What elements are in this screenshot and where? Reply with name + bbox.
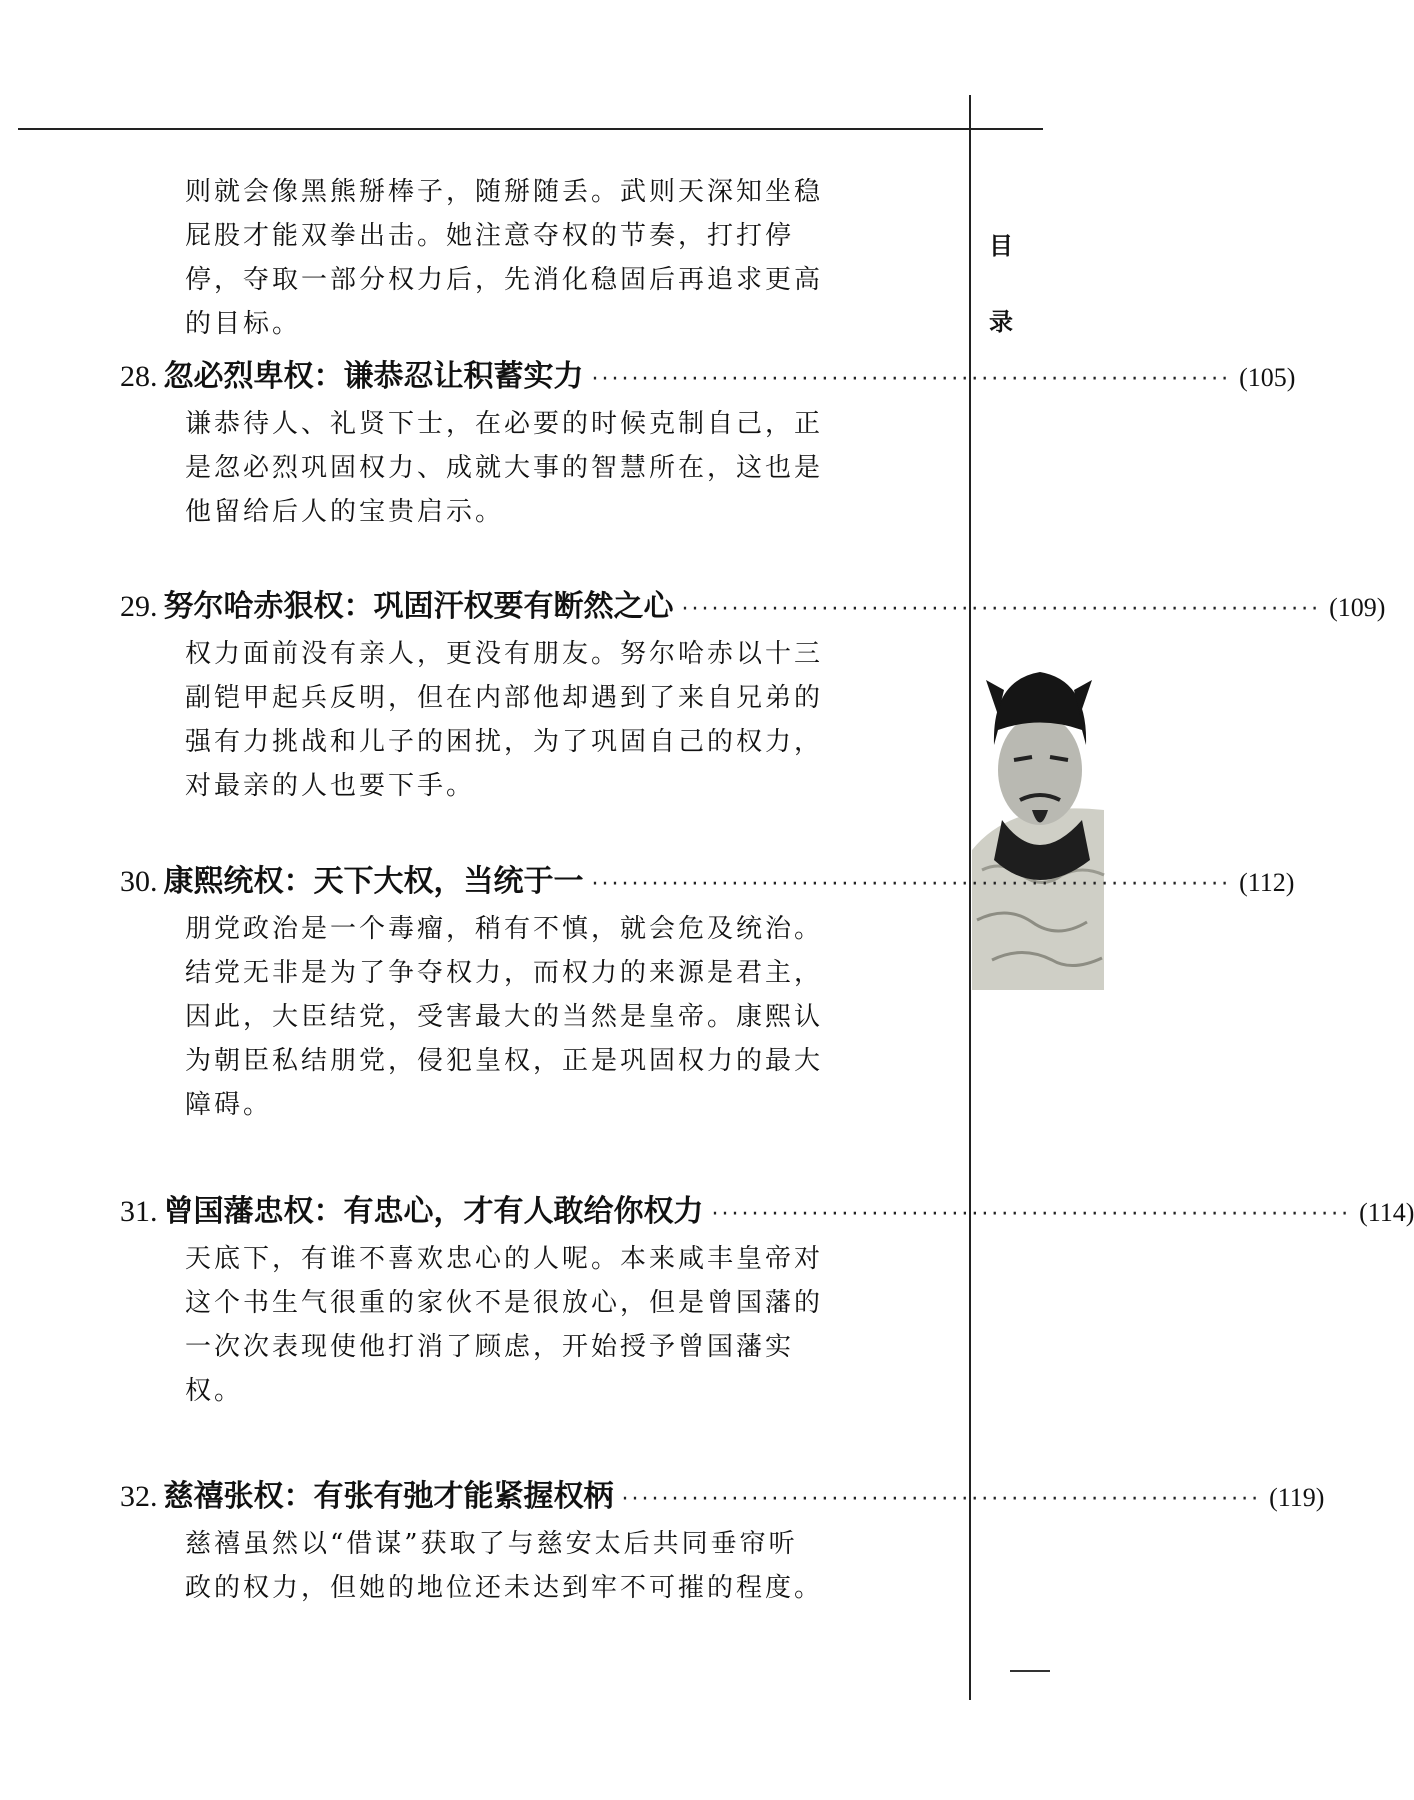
toc-entry-title[interactable]: 30. 康熙统权：天下大权，当统于一 ································································ (112) (120, 860, 950, 907)
page-number: (119) (1269, 1483, 1325, 1512)
toc-entry-title[interactable]: 31. 曾国藩忠权：有忠心，才有人敢给你权力 ································································ (114) (120, 1190, 950, 1237)
page-number: (114) (1359, 1198, 1414, 1227)
dot-leader: ································································ (621, 1487, 1262, 1512)
entry-description: 权力面前没有亲人，更没有朋友。努尔哈赤以十三 副铠甲起兵反明，但在内部他却遇到了来自兄弟的 强有力挑战和儿子的困扰，为了巩固自己的权力， 对最亲的人也要下手。 (185, 639, 824, 801)
section-label: 目 录 (989, 232, 1013, 336)
toc-entry-28[interactable] (120, 355, 1296, 534)
toc-entry-29[interactable] (120, 585, 1386, 808)
toc-entry-title[interactable]: 32. 慈禧张权：有张有弛才能紧握权柄 ································································ (119) (120, 1475, 950, 1522)
dot-leader: ································································ (591, 872, 1232, 897)
toc-entry-title[interactable]: 29. 努尔哈赤狠权：巩固汗权要有断然之心 ································································ (109) (120, 585, 950, 632)
toc-entry-title[interactable]: 28. 忽必烈卑权：谦恭忍让积蓄实力 ································································ (105) (120, 355, 950, 402)
toc-entry-31[interactable] (120, 1190, 1414, 1413)
intro-paragraph: 则就会像黑熊掰棒子，随掰随丢。武则天深知坐稳 屁股才能双拳出击。她注意夺权的节奏，打打停 停，夺取一部分权力后，先消化稳固后再追求更高 的目标。 (185, 177, 824, 339)
top-rule (18, 128, 1043, 130)
dot-leader: ································································ (681, 597, 1322, 622)
entry-description: 慈禧虽然以“借谋”获取了与慈安太后共同垂帘听 政的权力，但她的地位还未达到牢不可摧的程度。 (185, 1529, 824, 1603)
entry-description: 天底下，有谁不喜欢忠心的人呢。本来咸丰皇帝对 这个书生气很重的家伙不是很放心，但是曾国藩的 一次次表现使他打消了顾虑，开始授予曾国藩实 权。 (185, 1244, 824, 1406)
toc-entry-30[interactable] (120, 860, 1295, 1127)
entry-description: 谦恭待人、礼贤下士，在必要的时候克制自己，正 是忽必烈巩固权力、成就大事的智慧所在，这也是 他留给后人的宝贵启示。 (185, 409, 824, 527)
emperor-portrait (972, 660, 1104, 990)
bottom-rule (1010, 1670, 1050, 1672)
dot-leader: ································································ (591, 367, 1232, 392)
toc-entry-32[interactable] (120, 1475, 1325, 1610)
dot-leader: ································································ (711, 1202, 1352, 1227)
entry-description: 朋党政治是一个毒瘤，稍有不慎，就会危及统治。 结党无非是为了争夺权力，而权力的来源是君主， 因此，大臣结党，受害最大的当然是皇帝。康熙认 为朝臣私结朋党，侵犯皇权，正是巩固权力的最大 障碍。 (185, 914, 824, 1120)
page-number: (109) (1329, 593, 1386, 622)
page-number: (105) (1239, 363, 1296, 392)
page-number: (112) (1239, 868, 1295, 897)
